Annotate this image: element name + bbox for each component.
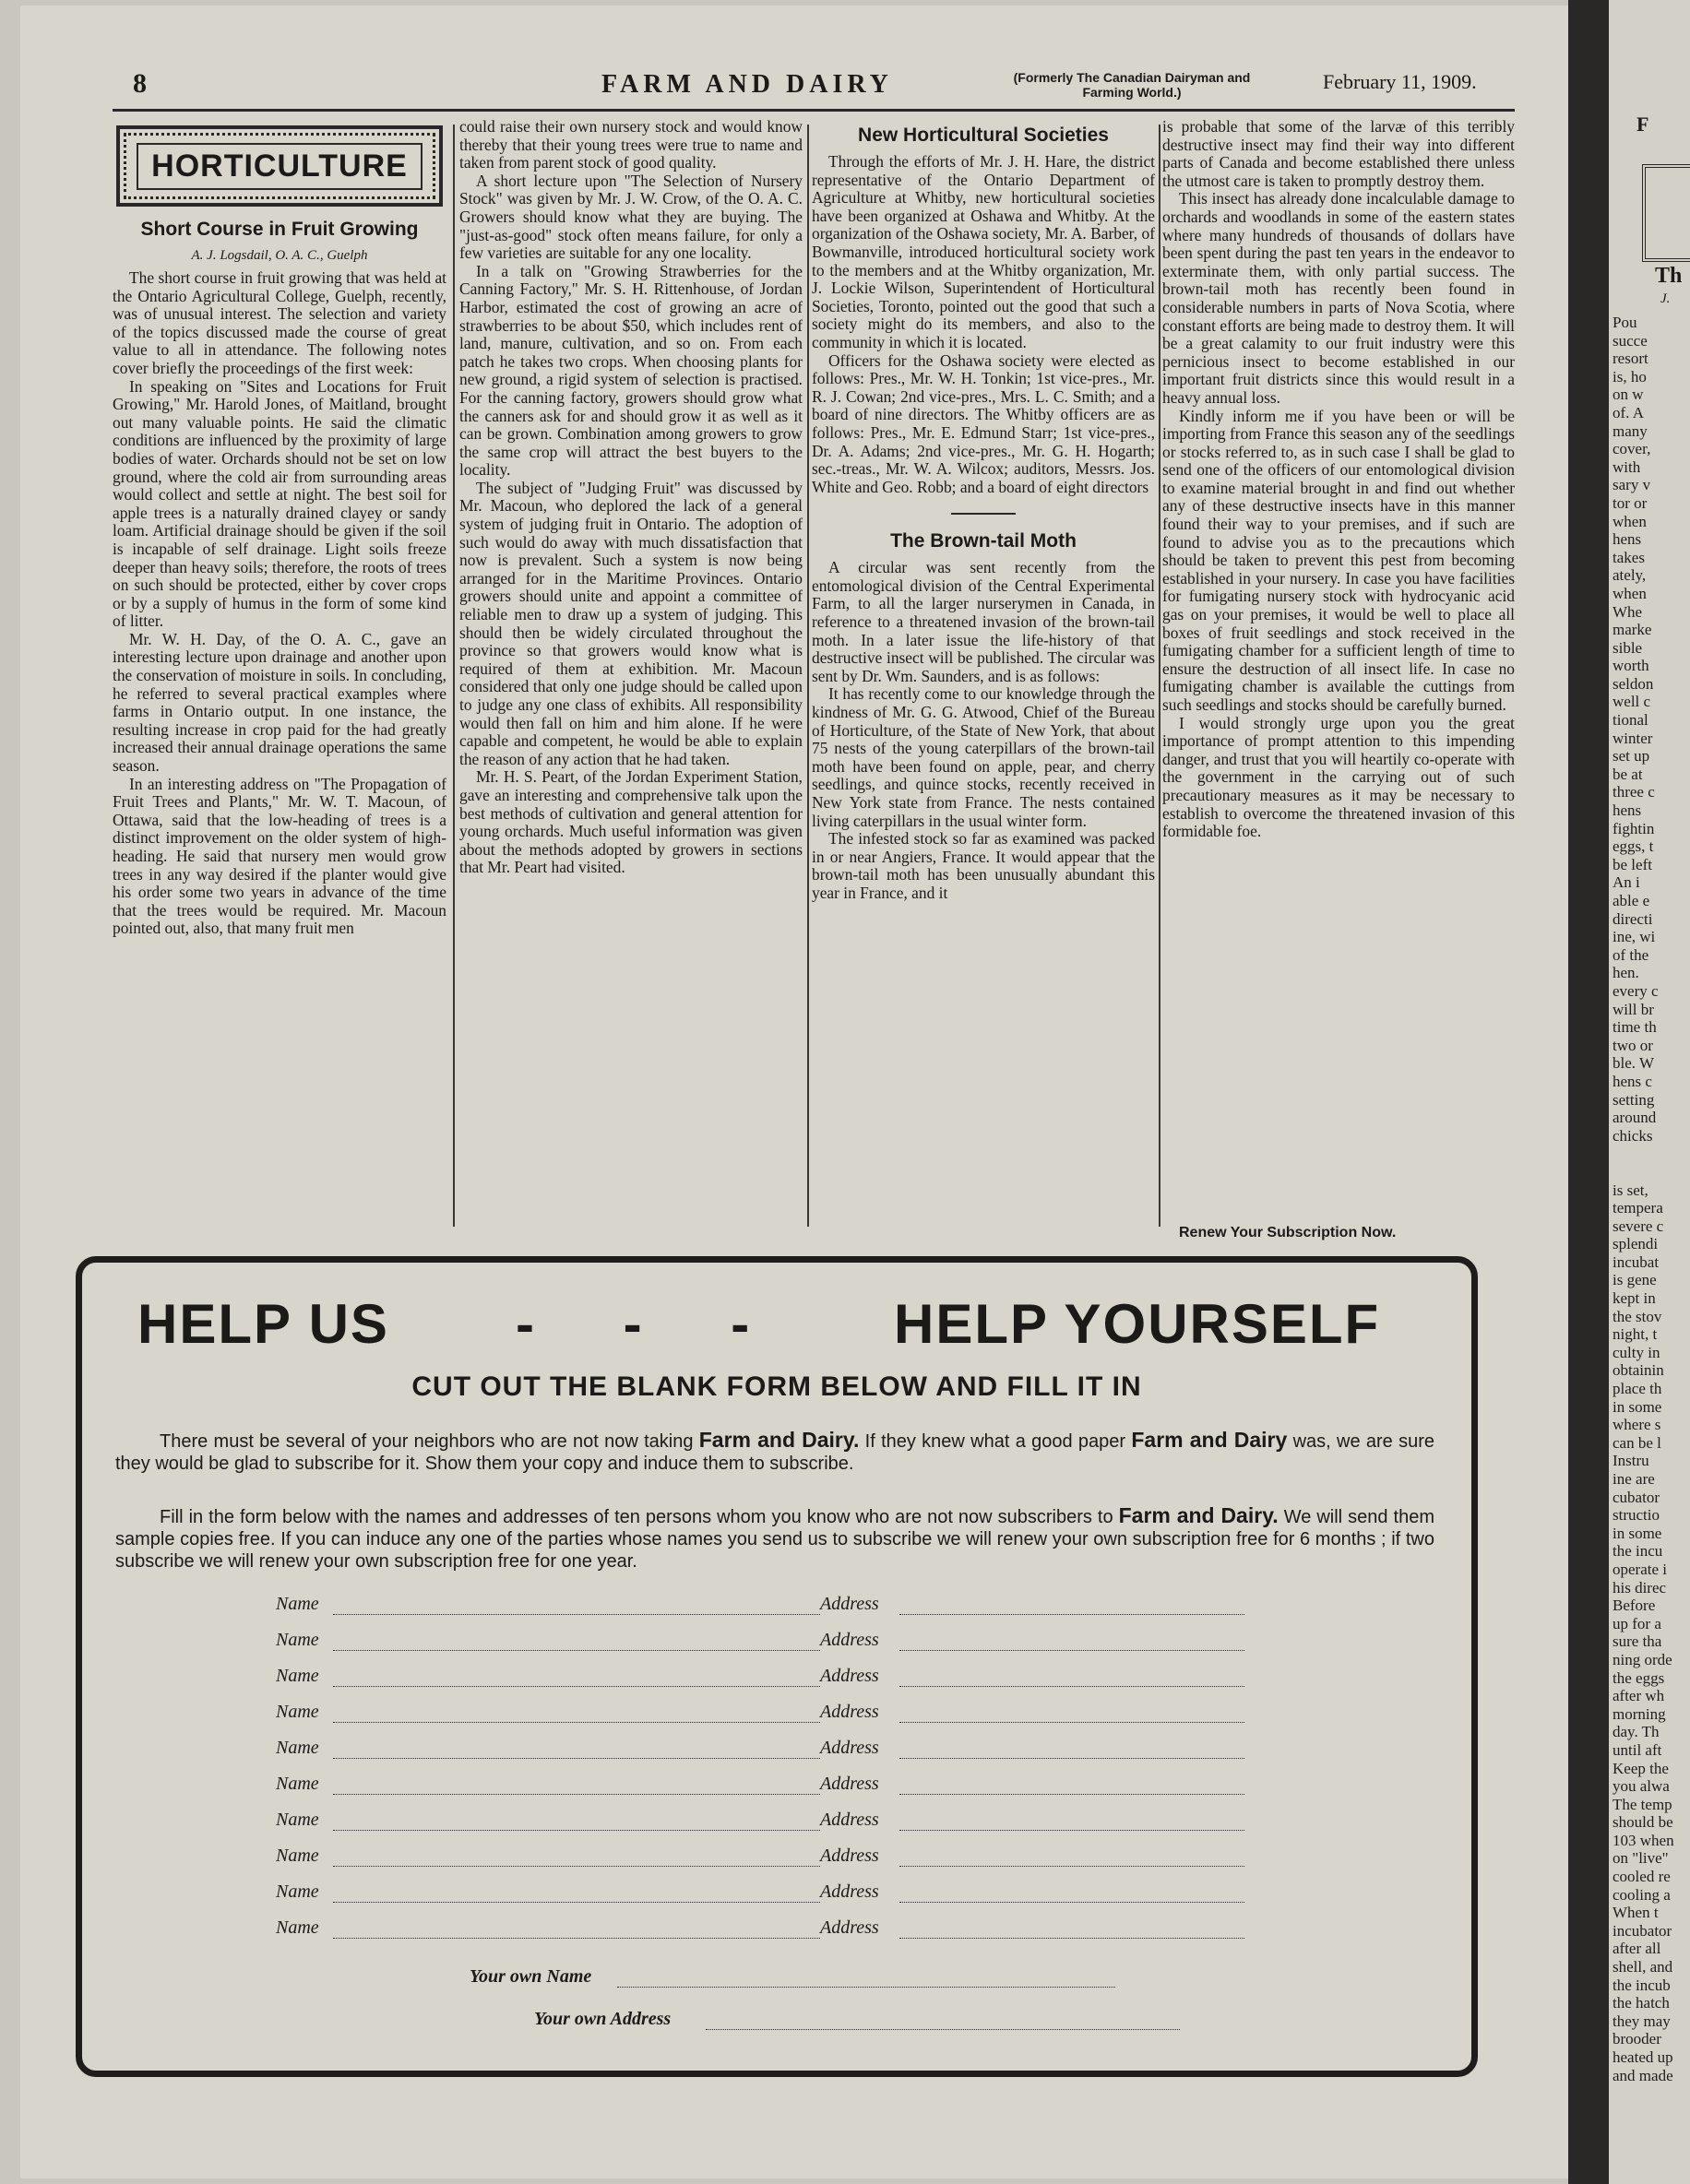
adjacent-text-line: sure tha: [1613, 1632, 1662, 1651]
paragraph: Kindly inform me if you have been or will be importing from France this season any of the seedlings or stocks referred to, as in such case I shall be glad to send one of the officers of our entomological division to examine material brought in and find out whether any of these destructive insects have in this manner found their way to your premises, and if such are found to advise you as to the precautions which should be taken to prevent this pest from becoming established in your nursery. In case you have facilities for fumigating nursery stock with hydrocyanic acid gas on your premises, it would be well to place all boxes of fruit seedlings and stock received in the fumigating chamber for a sufficient length of time to ensure the destruction of all insect life. In case no fumigating chamber is available the cuttings from such seedlings and stocks should be carefully burned.: [1162, 406, 1515, 714]
column-4: [1162, 118, 1515, 1229]
name-blank-line[interactable]: [333, 1649, 820, 1651]
adjacent-text-line: The temp: [1613, 1795, 1672, 1813]
adjacent-text-line: his direc: [1613, 1578, 1667, 1596]
address-blank-line[interactable]: [899, 1757, 1244, 1759]
adjacent-text-line: you alwa: [1613, 1777, 1670, 1796]
adjacent-text-line: they may: [1613, 2012, 1671, 2030]
adjacent-text-line: setting: [1613, 1090, 1655, 1109]
adjacent-text-line: in some: [1613, 1524, 1662, 1542]
adjacent-text-line: up for a: [1613, 1614, 1661, 1632]
adjacent-text-lines: [1613, 314, 1690, 2084]
address-field[interactable]: [820, 1917, 1244, 1944]
column-3: [812, 118, 1155, 1229]
paragraph: The short course in fruit growing that was held at the Ontario Agricultural College, Guelph, recently, was of unusual interest. The selection and variety of the topics discussed made the course of great value to all in attendance. The following notes cover briefly the proceedings of the first week:: [113, 268, 446, 377]
adjacent-text-line: hens: [1613, 530, 1642, 549]
address-label: Address: [820, 1702, 879, 1722]
adjacent-text-line: 103 when: [1613, 1831, 1674, 1849]
adjacent-text-line: the incu: [1613, 1542, 1663, 1561]
ad-text: There must be several of your neighbors who are not now taking: [160, 1431, 699, 1452]
own-address-blank-line[interactable]: [706, 2028, 1180, 2030]
adjacent-text-line: incubat: [1613, 1252, 1660, 1271]
address-blank-line[interactable]: [899, 1865, 1244, 1867]
address-field[interactable]: [820, 1773, 1244, 1800]
own-name-field[interactable]: [470, 1965, 1115, 1993]
name-field[interactable]: [276, 1917, 820, 1944]
adjacent-text-line: brooder: [1613, 2030, 1661, 2048]
article-title-new-societies: New Horticultural Societies: [858, 125, 1109, 146]
name-field[interactable]: [276, 1593, 820, 1620]
address-label: Address: [820, 1810, 879, 1830]
adjacent-text-line: tional: [1613, 711, 1648, 730]
paragraph: In a talk on "Growing Strawberries for the Canning Factory," Mr. S. H. Rittenhouse, of Jordan Harbor, estimated the cost of growing an acre of strawberries to be about $50, which includes rent of land, manure, cultivation, and so on. From each patch he takes two crops. When choosing plants for new ground, a rigid system of selection is practised. For the canning factory, growers should grow what the canners ask for and should grow it as well as it can be grown. Combination among growers to grow the same crop will attract the best buyers to the locality.: [459, 261, 803, 480]
name-label: Name: [276, 1738, 319, 1758]
column-divider: [807, 125, 809, 1227]
address-field[interactable]: [820, 1593, 1244, 1620]
ad-headline-left: HELP US: [137, 1293, 389, 1355]
name-field[interactable]: [276, 1809, 820, 1836]
adjacent-text-line: worth: [1613, 657, 1649, 675]
paragraph: The infested stock so far as examined was packed in or near Angiers, France. It would appear that the brown-tail moth has been unusually abundant this year in France, and it: [812, 829, 1155, 902]
column-2: [459, 118, 803, 1229]
adjacent-text-line: [1613, 1163, 1690, 1181]
adjacent-text-line: ately,: [1613, 566, 1647, 585]
address-field[interactable]: [820, 1629, 1244, 1656]
adjacent-text-line: in some: [1613, 1397, 1662, 1416]
adjacent-text-line: on w: [1613, 386, 1644, 404]
address-label: Address: [820, 1917, 879, 1938]
paragraph: Mr. H. S. Peart, of the Jordan Experiment Station, gave an interesting and comprehensive talk upon the best methods of cultivation and general attention for young orchards. Much useful information was given about the methods adopted by growers in sections that Mr. Peart had visited.: [459, 767, 803, 877]
adjacent-text-line: heated up: [1613, 2048, 1673, 2066]
adjacent-text-line: hens: [1613, 801, 1642, 820]
adjacent-text-line: An i: [1613, 873, 1640, 892]
adjacent-text-line: incubator: [1613, 1921, 1672, 1940]
name-field[interactable]: [276, 1773, 820, 1800]
adjacent-text-line: the incub: [1613, 1976, 1671, 1994]
article-title-brown-tail-moth: The Brown-tail Moth: [890, 530, 1077, 552]
adjacent-text-line: until aft: [1613, 1740, 1662, 1759]
name-label: Name: [276, 1810, 319, 1830]
adjacent-text-line: sible: [1613, 638, 1643, 657]
paragraph: Through the efforts of Mr. J. H. Hare, the district representative of the Ontario Department of Agriculture at Whitby, new horticultural societies have been organized at Oshawa and Whitby. At the organization of the Oshawa society, Mr. A. Barber, of Bowmanville, introduced horticultural society work to the members and at the Whitby organization, Mr. J. Lockie Wilson, Superintendent of Horticultural Societies, Toronto, pointed out the good that such a society might do its members, and also to the community in which it is located.: [812, 152, 1155, 351]
column-divider: [1159, 125, 1160, 1227]
name-blank-line[interactable]: [333, 1829, 820, 1831]
address-label: Address: [820, 1630, 879, 1650]
adjacent-text-line: is set,: [1613, 1181, 1648, 1199]
name-blank-line[interactable]: [333, 1865, 820, 1867]
address-blank-line[interactable]: [899, 1721, 1244, 1723]
page-number: 8: [133, 68, 147, 99]
column-divider: [453, 125, 455, 1227]
adjacent-text-line: set up: [1613, 747, 1650, 766]
section-heading: HORTICULTURE: [137, 143, 422, 190]
ad-text: If they knew what a good paper: [859, 1431, 1132, 1452]
ad-headline-right: HELP YOURSELF: [894, 1293, 1381, 1355]
adjacent-text-line: many: [1613, 421, 1648, 440]
adjacent-text-line: marke: [1613, 621, 1652, 639]
address-blank-line[interactable]: [899, 1829, 1244, 1831]
name-blank-line[interactable]: [333, 1901, 820, 1903]
adjacent-text-line: the hatch: [1613, 1994, 1670, 2012]
ad-paragraph-2: [115, 1504, 1434, 1573]
renew-subscription-note: Renew Your Subscription Now.: [1179, 1225, 1397, 1240]
adjacent-text-line: cooled re: [1613, 1868, 1671, 1886]
article-title-short-course: Short Course in Fruit Growing: [140, 219, 419, 240]
address-blank-line[interactable]: [899, 1649, 1244, 1651]
paragraph: Officers for the Oshawa society were elected as follows: Pres., Mr. W. H. Tonkin; 1st vice-pres., Mr. R. J. Cowan; 2nd vice-pres., Mrs. L. C. Smith; and a board of nine directors. The Whitby officers are as follows: Pres., Mr. E. Edmund Starr; 1st vice-pres., Dr. A. Adams; 2nd vice-pres., Mr. G. H. Hogarth; sec.-treas., Mr. W. A. Wilcox; auditors, Messrs. Jos. White and Geo. Robb; and a board of eight directors: [812, 350, 1155, 496]
address-blank-line[interactable]: [899, 1937, 1244, 1939]
paragraph: It has recently come to our knowledge through the kindness of Mr. G. G. Atwood, Chief of the Bureau of Horticulture, of the State of New York, that about 75 nests of the young caterpillars of the brown-tail moth have been found on apple, pear, and cherry seedlings, and quince stocks, recently received in New York state from France. The nests contained living caterpillars in the usual winter form.: [812, 684, 1155, 830]
adjacent-text-line: where s: [1613, 1416, 1661, 1434]
adjacent-text-line: well c: [1613, 693, 1651, 711]
ad-paragraph-1: [115, 1429, 1434, 1475]
paragraph: Mr. W. H. Day, of the O. A. C., gave an interesting lecture upon drainage and another upon the conservation of moisture in soils. In concluding, he referred to several practical examples where farms in Ontario output. In one instance, the resulting increase in crop paid for the had greatly increased their annual drainage operations the same season.: [113, 629, 446, 776]
ad-headline-dashes: - - -: [516, 1293, 787, 1355]
adjacent-text-line: Keep the: [1613, 1759, 1669, 1777]
adjacent-text-line: two or: [1613, 1036, 1653, 1054]
name-label: Name: [276, 1702, 319, 1722]
adjacent-text-line: cover,: [1613, 440, 1651, 458]
adjacent-text-line: severe c: [1613, 1217, 1664, 1235]
address-blank-line[interactable]: [899, 1685, 1244, 1687]
name-blank-line[interactable]: [333, 1613, 820, 1615]
adjacent-text-line: tor or: [1613, 493, 1648, 512]
subscription-advertisement: [76, 1256, 1478, 2077]
adjacent-text-line: Whe: [1613, 602, 1643, 621]
adjacent-text-line: splendi: [1613, 1235, 1659, 1253]
address-field[interactable]: [820, 1845, 1244, 1872]
adjacent-text-line: is, ho: [1613, 367, 1647, 386]
issue-date: February 11, 1909.: [1323, 70, 1477, 93]
adjacent-text-line: when: [1613, 512, 1647, 530]
article-byline: A. J. Logsdail, O. A. C., Guelph: [191, 248, 368, 263]
name-label: Name: [276, 1630, 319, 1650]
ad-bold-text: Farm and Dairy.: [1118, 1503, 1279, 1527]
adjacent-text-line: day. Th: [1613, 1723, 1660, 1741]
adjacent-text-line: chicks: [1613, 1126, 1653, 1145]
own-name-label: Your own Name: [470, 1966, 592, 1987]
adjacent-text-line: directi: [1613, 909, 1653, 928]
name-field[interactable]: [276, 1737, 820, 1764]
adjacent-text-line: around: [1613, 1109, 1657, 1127]
address-label: Address: [820, 1881, 879, 1902]
adjacent-text-line: Pou: [1613, 314, 1637, 331]
name-field[interactable]: [276, 1701, 820, 1728]
address-label: Address: [820, 1738, 879, 1758]
adjacent-text-line: when: [1613, 584, 1647, 602]
adjacent-text-line: after wh: [1613, 1687, 1665, 1705]
adjacent-text-line: culty in: [1613, 1343, 1660, 1361]
adjacent-text-line: When t: [1613, 1904, 1659, 1922]
adjacent-text-line: fightin: [1613, 819, 1655, 837]
name-label: Name: [276, 1881, 319, 1902]
adjacent-text-line: hens c: [1613, 1072, 1652, 1090]
adjacent-text-line: [1613, 1145, 1690, 1163]
adjacent-text-line: tempera: [1613, 1199, 1663, 1217]
adjacent-page-header: F: [1636, 113, 1649, 136]
address-blank-line[interactable]: [899, 1613, 1244, 1615]
adjacent-text-line: hen.: [1613, 964, 1639, 982]
name-blank-line[interactable]: [333, 1937, 820, 1939]
ad-bold-text: Farm and Dairy.: [698, 1428, 860, 1452]
adjacent-text-line: of. A: [1613, 403, 1644, 421]
adjacent-text-line: succe: [1613, 331, 1648, 350]
adjacent-text-line: kept in: [1613, 1289, 1656, 1308]
adjacent-text-line: the eggs: [1613, 1668, 1665, 1687]
name-label: Name: [276, 1846, 319, 1866]
own-address-field[interactable]: [534, 2008, 1180, 2036]
adjacent-text-line: ine are: [1613, 1470, 1655, 1488]
paragraph: is probable that some of the larvæ of this terribly destructive insect may find their way into different parts of Canada and become established there unless the utmost care is taken to promptly destroy them.: [1162, 118, 1515, 190]
adjacent-text-line: shell, and: [1613, 1958, 1673, 1976]
name-blank-line[interactable]: [333, 1685, 820, 1687]
paragraph: In speaking on "Sites and Locations for Fruit Growing," Mr. Harold Jones, of Maitland, brought out many valuable points. He said the climatic conditions are influenced by the proximity of large bodies of water. Orchards should not be set on low ground, where the cold air from surrounding areas would collect and settle at night. The best soil for apple trees is a naturally drained clayey or sandy loam. Artificial drainage should be given if the soil is incapable of self drainage. Light soils freeze deeper than heavy soils; therefore, the roots of trees on such should be protected, either by cover crops or by a supply of humus in the form of some kind of litter.: [113, 376, 446, 631]
adjacent-text-line: Before: [1613, 1596, 1656, 1615]
address-label: Address: [820, 1846, 879, 1866]
paragraph: I would strongly urge upon you the great importance of prompt attention to this impending danger, and trust that you will heartily co-operate with the government in the carrying out of such precautionary measures as it may be necessary to establish to overcome the threatened invasion of this formidable foe.: [1162, 713, 1515, 841]
adjacent-text-line: time th: [1613, 1018, 1657, 1037]
address-field[interactable]: [820, 1809, 1244, 1836]
adjacent-text-line: of the: [1613, 945, 1649, 964]
adjacent-text-line: be left: [1613, 855, 1652, 873]
paragraph: In an interesting address on "The Propagation of Fruit Trees and Plants," Mr. W. T. Macoun, of Ottawa, said that the low-heading of trees is a distinct improvement on the older system of high-heading. He said that nursery men would grow trees in any way desired if the planter would give his order some two years in advance of the time that the trees would be required. Mr. Macoun pointed out, also, that many fruit men: [113, 774, 446, 938]
binding-gutter: [1568, 0, 1609, 2184]
adjacent-text-line: cubator: [1613, 1488, 1660, 1506]
paragraph: A short lecture upon "The Selection of Nursery Stock" was given by Mr. J. W. Crow, of the O. A. C. Growers should know what they are buying. The "just-as-good" stock often means failure, for only a few varieties are suitable for any one locality.: [459, 171, 803, 263]
paragraph: This insect has already done incalculable damage to orchards and woodlands in some of the eastern states where many hundreds of thousands of dollars have been spent during the past ten years in the endeavor to exterminate them, with only partial success. The brown-tail moth has recently been found in considerable numbers in parts of Nova Scotia, where constant efforts are being made to destroy them. It will be a great calamity to our fruit industry were this pernicious insect to become established in our important fruit districts since this would result in a heavy annual loss.: [1162, 189, 1515, 407]
address-blank-line[interactable]: [899, 1901, 1244, 1903]
name-label: Name: [276, 1666, 319, 1686]
publication-title: FARM AND DAIRY: [601, 70, 893, 99]
name-blank-line[interactable]: [333, 1721, 820, 1723]
name-blank-line[interactable]: [333, 1793, 820, 1795]
name-field[interactable]: [276, 1881, 820, 1908]
name-blank-line[interactable]: [333, 1757, 820, 1759]
name-field[interactable]: [276, 1665, 820, 1692]
own-address-label: Your own Address: [534, 2009, 672, 2029]
adjacent-text-line: can be l: [1613, 1433, 1661, 1452]
address-field[interactable]: [820, 1737, 1244, 1764]
adjacent-text-line: ine, wi: [1613, 928, 1656, 946]
address-label: Address: [820, 1666, 879, 1686]
own-name-blank-line[interactable]: [617, 1986, 1115, 1988]
adjacent-text-line: three c: [1613, 783, 1655, 801]
section-heading-box: [116, 125, 443, 207]
address-label: Address: [820, 1594, 879, 1614]
ad-bold-text: Farm and Dairy: [1131, 1428, 1288, 1452]
adjacent-text-line: is gene: [1613, 1271, 1657, 1289]
adjacent-text-line: eggs, t: [1613, 837, 1654, 856]
adjacent-text-line: cooling a: [1613, 1885, 1671, 1904]
adjacent-text-line: takes: [1613, 548, 1645, 566]
article-separator: [951, 513, 1016, 515]
ad-text: We will send them sample copies free. If you can induce any one of the parties whose names you send us to subscribe we will renew your own subscription free for 6 months ; if two subscribe we will renew your own subscription free for one year.: [115, 1507, 1434, 1572]
adjacent-page-fragment: [1609, 0, 1690, 2184]
adjacent-byline: J.: [1660, 291, 1671, 306]
adjacent-text-line: place th: [1613, 1380, 1662, 1398]
adjacent-text-line: night, t: [1613, 1325, 1658, 1344]
adjacent-text-line: ble. W: [1613, 1054, 1655, 1073]
paragraph: could raise their own nursery stock and would know thereby that their young trees were true to name and taken from parent stock of good quality.: [459, 118, 803, 172]
ad-text: Fill in the form below with the names and addresses of ten persons whom you know who are not now subscribers to: [160, 1507, 1119, 1527]
adjacent-text-line: should be: [1613, 1813, 1673, 1832]
address-blank-line[interactable]: [899, 1793, 1244, 1795]
paragraph: A circular was sent recently from the entomological division of the Central Experimental Farm, to all the larger nurserymen in Canada, in reference to a threatened invasion of the brown-tail moth. In a later issue the life-history of that destructive insect will be published. The circular was sent by Dr. Wm. Saunders, and is as follows:: [812, 558, 1155, 685]
adjacent-section-box: [1642, 164, 1690, 262]
name-field[interactable]: [276, 1629, 820, 1656]
adjacent-text-line: obtainin: [1613, 1361, 1664, 1380]
address-field[interactable]: [820, 1881, 1244, 1908]
name-field[interactable]: [276, 1845, 820, 1872]
name-label: Name: [276, 1594, 319, 1614]
adjacent-text-line: on "live": [1613, 1849, 1669, 1868]
adjacent-text-line: winter: [1613, 729, 1653, 747]
adjacent-text-line: able e: [1613, 892, 1650, 909]
adjacent-text-line: be at: [1613, 765, 1643, 783]
adjacent-text-line: will br: [1613, 1000, 1654, 1018]
address-field[interactable]: [820, 1701, 1244, 1728]
adjacent-text-line: the stov: [1613, 1307, 1662, 1325]
adjacent-text-line: and made: [1613, 2066, 1673, 2084]
ad-subheadline: CUT OUT THE BLANK FORM BELOW AND FILL IT IN: [411, 1371, 1142, 1402]
adjacent-article-title: Th: [1655, 264, 1683, 288]
paragraph: The subject of "Judging Fruit" was discussed by Mr. Macoun, who deplored the lack of a general system of judging fruit in Ontario. The adoption of such would do away with much dissatisfaction that now is prevalent. Such a system is now being arranged for in the Maritime Provinces. Ontario growers should unite and appoint a committee of reliable men to draw up a system of judging. This should then be widely circulated throughout the province so that growers would know what is required of them at exhibition. Mr. Macoun considered that only one judge should be called upon to judge any one class of exhibits. All responsibility would then fall on him and him alone. If he were capable and competent, he would be able to explain the reason of any action that he had taken.: [459, 478, 803, 768]
publication-formerly-note: (Formerly The Canadian Dairyman and Farming World.): [1013, 70, 1251, 100]
address-field[interactable]: [820, 1665, 1244, 1692]
ad-text: was, we are sure they would be glad to subscribe for it. Show them your copy and induce them to subscribe.: [115, 1431, 1434, 1474]
adjacent-text-line: with: [1613, 457, 1641, 476]
name-label: Name: [276, 1774, 319, 1794]
adjacent-text-line: operate i: [1613, 1560, 1667, 1578]
adjacent-text-line: Instru: [1613, 1452, 1649, 1470]
adjacent-text-line: after all: [1613, 1940, 1661, 1958]
adjacent-text-line: structio: [1613, 1506, 1660, 1525]
adjacent-text-line: resort: [1613, 350, 1648, 368]
column-1: [113, 118, 446, 1229]
adjacent-text-line: every c: [1613, 981, 1659, 1000]
address-label: Address: [820, 1774, 879, 1794]
adjacent-text-line: sary v: [1613, 476, 1651, 494]
adjacent-text-line: seldon: [1613, 674, 1654, 693]
masthead-rule: [113, 109, 1515, 112]
adjacent-text-line: morning: [1613, 1704, 1666, 1723]
adjacent-text-line: ning orde: [1613, 1650, 1672, 1668]
name-label: Name: [276, 1917, 319, 1938]
